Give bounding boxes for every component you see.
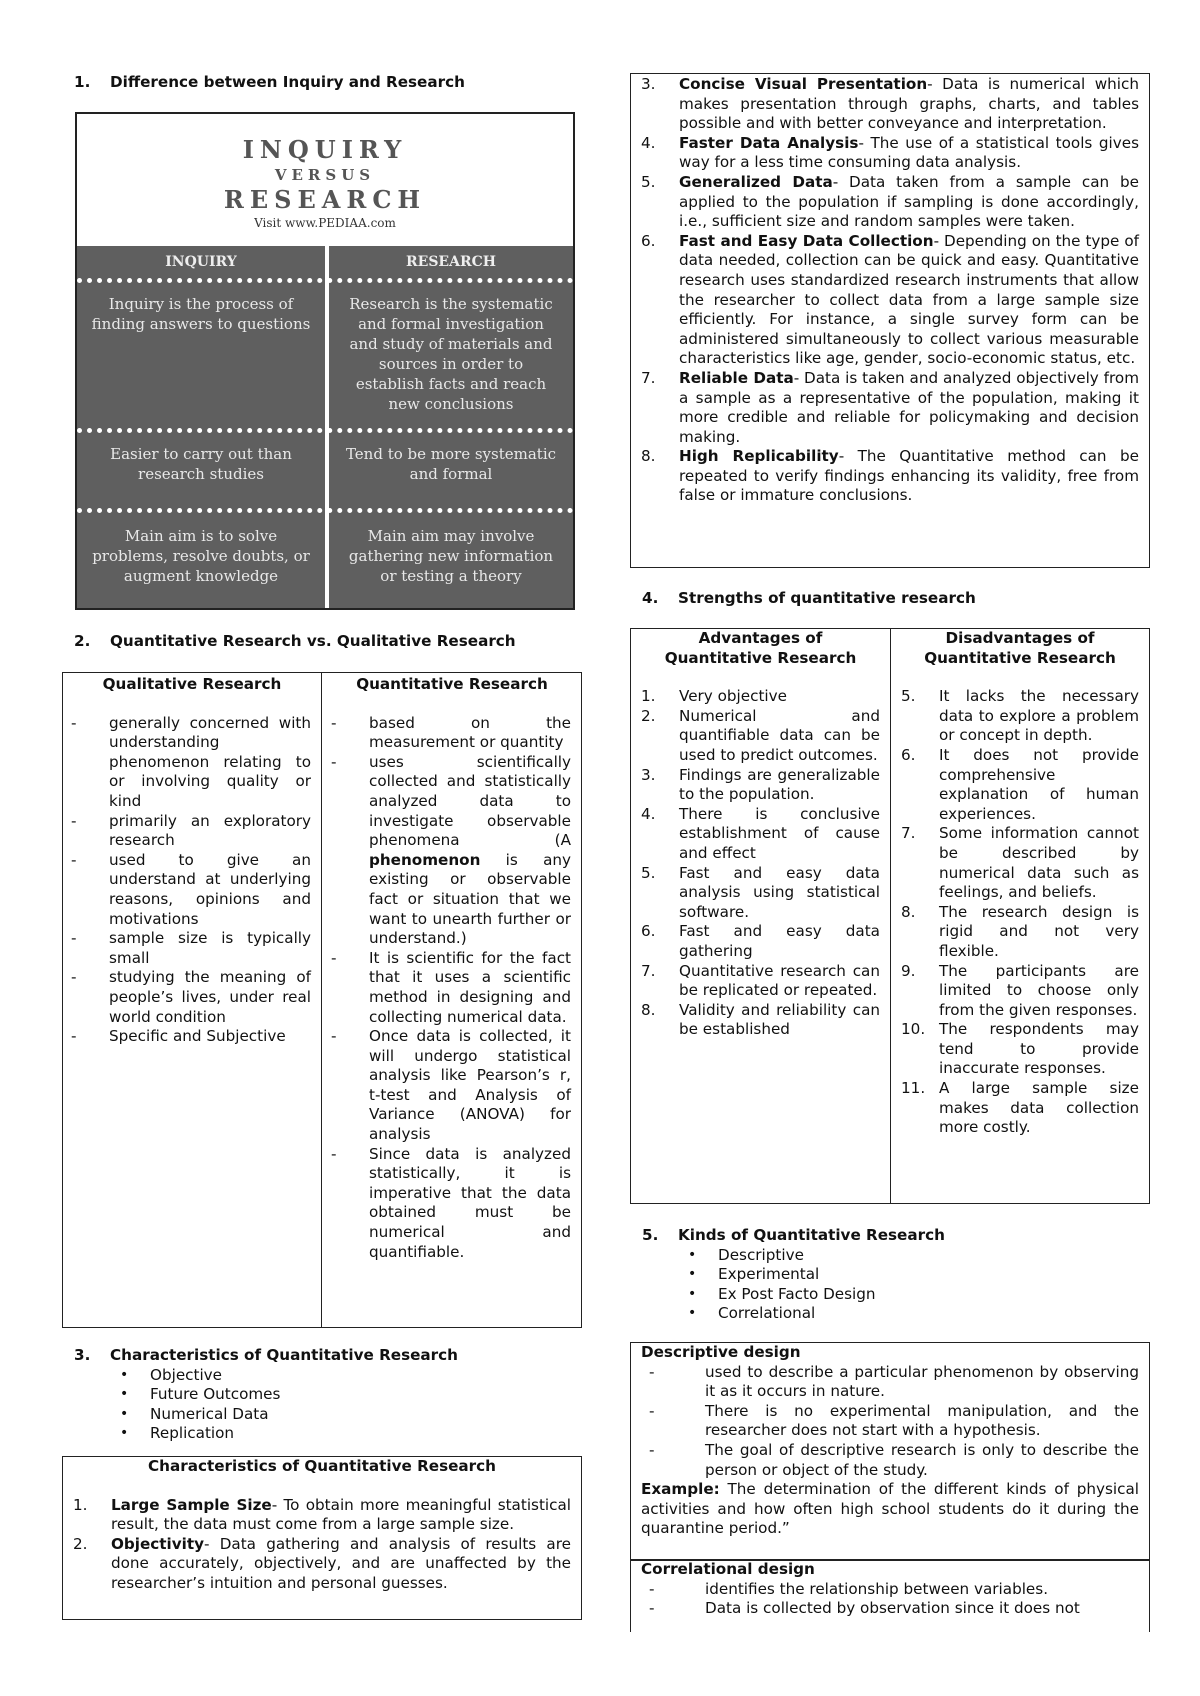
list-item xyxy=(891,1079,1149,1138)
list-item: - Since data is analyzed statistically, it is imperative that the data obtained must be numerical and quantifiable. xyxy=(323,1145,581,1263)
item-number: 8. xyxy=(641,447,656,466)
list-item xyxy=(891,746,1149,824)
item-number: 10. xyxy=(901,1020,926,1039)
item-number: 6. xyxy=(901,745,916,764)
qualitative-list xyxy=(63,714,321,1047)
list-item: • Experimental xyxy=(678,1265,1142,1285)
item-number: 11. xyxy=(901,1079,926,1098)
item-text: The respondents may tend to provide inaccurate responses. xyxy=(939,1020,1139,1078)
list-item: - There is no experimental manipulation, and the researcher does not start with a hypothesis. xyxy=(641,1402,1139,1441)
characteristics-list-left xyxy=(63,1496,581,1594)
infographic-cell: Research is the systematic and formal investigation and study of materials and sources in order to establish facts and reach new conclusions xyxy=(349,295,553,413)
infographic-title-inquiry: INQUIRY xyxy=(242,135,408,164)
example-label: Example: xyxy=(641,1480,720,1499)
list-item xyxy=(891,962,1149,1021)
infographic-cell: Easier to carry out than research studies xyxy=(110,445,292,483)
list-item: - primarily an exploratory research xyxy=(63,812,321,851)
item-text: It lacks the necessary data to explore a problem or concept in depth. xyxy=(939,687,1139,745)
descriptive-design-list xyxy=(641,1363,1139,1481)
item-text: - The use of a statistical tools gives way for a less time consuming data analysis. xyxy=(679,133,1140,172)
list-item xyxy=(631,134,1139,173)
advantages-header-line: Advantages of xyxy=(698,629,823,647)
list-item xyxy=(323,753,581,949)
item-number: 8. xyxy=(641,1000,656,1019)
item-text: - The Quantitative method can be repeated to verify findings enhancing its validity, free from false or immature conclusions. xyxy=(679,447,1139,505)
qualitative-header: Qualitative Research xyxy=(102,675,282,693)
infographic-cell: Main aim is to solve problems, resolve doubts, or augment knowledge xyxy=(92,527,310,585)
section-3 xyxy=(74,1346,574,1444)
list-item: - based on the measurement or quantity xyxy=(323,714,581,753)
item-text: Quantitative research can be replicated or repeated. xyxy=(679,961,880,1000)
item-term: Faster Data Analysis xyxy=(679,133,859,152)
item-text: - Depending on the type of data needed, collection can be quick and easy. Quantitative research uses standardized research instruments that allow the researcher to collect data from a large sample size efficiently. For instance, a single survey form can be administered simultaneously to collect various measurable characteristics like age, gender, socio-economic status, etc. xyxy=(679,231,1139,368)
item-text: Numerical and quantifiable data can be used to predict outcomes. xyxy=(679,706,880,764)
list-item xyxy=(631,447,1139,506)
disadvantages-header-line: Disadvantages of xyxy=(945,629,1095,647)
item-text: Very objective xyxy=(679,687,787,706)
item-text: Some information cannot be described by numerical data such as feelings, and beliefs. xyxy=(939,824,1139,902)
list-item xyxy=(631,173,1139,232)
item-number: 4. xyxy=(641,133,656,152)
list-item: - identifies the relationship between variables. xyxy=(641,1580,1139,1600)
characteristics-list-right xyxy=(631,75,1149,506)
list-item xyxy=(631,962,890,1001)
list-item xyxy=(631,75,1139,134)
item-number: 3. xyxy=(641,765,656,784)
descriptive-example xyxy=(641,1480,1139,1539)
section-1-heading xyxy=(74,73,465,93)
item-number: 1. xyxy=(641,687,656,706)
list-item xyxy=(631,922,890,961)
infographic-source: Visit www.PEDIAA.com xyxy=(254,216,396,230)
disadvantages-list xyxy=(891,687,1149,1138)
item-text: Validity and reliability can be established xyxy=(679,1000,880,1039)
list-item: • Correlational xyxy=(678,1304,1142,1324)
section-1-title: Difference between Inquiry and Research xyxy=(110,73,465,91)
item-text: Fast and easy data analysis using statistical software. xyxy=(679,863,880,921)
item-number: 9. xyxy=(901,961,916,980)
section-3-number: 3. xyxy=(74,1346,91,1364)
disadvantages-column xyxy=(891,629,1149,1138)
list-item xyxy=(891,903,1149,962)
advantages-header-line: Quantitative Research xyxy=(664,648,857,667)
qual-vs-quan-table xyxy=(62,672,582,1328)
section-5-heading xyxy=(642,1226,1142,1246)
section-3-heading xyxy=(74,1346,574,1366)
descriptive-design-title: Descriptive design xyxy=(641,1343,801,1361)
kinds-list xyxy=(678,1246,1142,1324)
list-item xyxy=(63,1535,571,1594)
item-number: 6. xyxy=(641,922,656,941)
descriptive-design-box xyxy=(630,1342,1150,1561)
item-number: 3. xyxy=(641,75,656,93)
correlational-design-list xyxy=(641,1580,1139,1619)
item-term: Reliable Data xyxy=(679,368,794,387)
strengths-table xyxy=(630,628,1150,1204)
section-4-title: Strengths of quantitative research xyxy=(678,589,976,607)
list-item-text: is any existing or observable fact or situation that we want to unearth further or understand.) xyxy=(369,850,571,948)
item-text: It does not provide comprehensive explanation of human experiences. xyxy=(939,745,1139,823)
list-item: • Future Outcomes xyxy=(110,1385,574,1405)
infographic-research-header: RESEARCH xyxy=(406,254,496,270)
list-item: - used to describe a particular phenomenon by observing it as it occurs in nature. xyxy=(641,1363,1139,1402)
section-5-title: Kinds of Quantitative Research xyxy=(678,1226,945,1244)
list-item xyxy=(631,805,890,864)
section-5 xyxy=(642,1226,1142,1324)
item-text: A large sample size makes data collection more costly. xyxy=(939,1079,1139,1137)
list-item xyxy=(631,687,890,707)
item-text: Fast and easy data gathering xyxy=(679,922,880,960)
list-item: • Numerical Data xyxy=(110,1405,574,1425)
correlational-design-title: Correlational design xyxy=(641,1560,815,1578)
characteristics-box-right xyxy=(630,73,1150,568)
section-4-heading xyxy=(642,589,976,609)
table-divider xyxy=(321,673,322,1327)
infographic-grid xyxy=(77,246,573,608)
infographic-research-column xyxy=(329,246,573,608)
list-item: - used to give an understand at underlying reasons, opinions and motivations xyxy=(63,851,321,929)
list-item xyxy=(631,232,1139,369)
quantitative-header: Quantitative Research xyxy=(356,675,548,693)
list-item: • Descriptive xyxy=(678,1246,1142,1266)
list-item: - generally concerned with understanding phenomenon relating to or involving quality or kind xyxy=(63,714,321,812)
item-text: - Data gathering and analysis of results are done accurately, objectively, and are unaffected by the researcher’s intuition and personal guesses. xyxy=(111,1534,571,1592)
advantages-column xyxy=(631,629,890,1040)
infographic-inquiry-header: INQUIRY xyxy=(165,254,237,270)
infographic-inquiry-column xyxy=(77,246,325,608)
item-number: 6. xyxy=(641,231,656,250)
characteristics-box-title: Characteristics of Quantitative Research xyxy=(148,1457,496,1475)
item-text: - Data is taken and analyzed objectively from a sample as a representative of the population, making it more credible and reliable for policymaking and decision making. xyxy=(679,368,1139,446)
qualitative-column xyxy=(63,673,321,1047)
item-text: The participants are limited to choose only from the given responses. xyxy=(939,961,1139,1019)
list-item: - The goal of descriptive research is only to describe the person or object of the study. xyxy=(641,1441,1139,1480)
item-term: Fast and Easy Data Collection xyxy=(679,231,934,250)
list-item xyxy=(891,824,1149,902)
quantitative-column xyxy=(323,673,581,1262)
item-text: The research design is rigid and not very flexible. xyxy=(939,902,1139,960)
list-item: - Specific and Subjective xyxy=(63,1027,321,1047)
item-term: Concise Visual Presentation xyxy=(679,75,928,93)
item-term: High Replicability xyxy=(679,447,839,466)
disadvantages-header xyxy=(891,629,1149,668)
characteristics-bullets xyxy=(110,1366,574,1444)
list-item: • Replication xyxy=(110,1424,574,1444)
list-item: - studying the meaning of people’s lives, under real world condition xyxy=(63,968,321,1027)
section-5-number: 5. xyxy=(642,1226,659,1244)
item-number: 5. xyxy=(641,863,656,882)
item-number: 8. xyxy=(901,902,916,921)
item-number: 7. xyxy=(901,824,916,843)
disadvantages-header-line: Quantitative Research xyxy=(924,648,1116,667)
section-2-heading xyxy=(74,632,516,652)
item-text: Findings are generalizable to the population. xyxy=(679,765,880,804)
list-item: - Data is collected by observation since it does not xyxy=(641,1599,1139,1619)
list-item xyxy=(891,687,1149,746)
item-number: 5. xyxy=(641,172,656,191)
infographic-title-block xyxy=(77,114,573,246)
infographic-cell: Main aim may involve gathering new information or testing a theory xyxy=(348,527,554,585)
advantages-list xyxy=(631,687,890,1040)
item-number: 5. xyxy=(901,687,916,706)
infographic-title-research: RESEARCH xyxy=(223,185,427,214)
list-item xyxy=(631,766,890,805)
list-item xyxy=(631,1001,890,1040)
list-item: - sample size is typically small xyxy=(63,929,321,968)
item-term: Generalized Data xyxy=(679,172,833,191)
list-item: - It is scientific for the fact that it uses a scientific method in designing and collecting numerical data. xyxy=(323,949,581,1027)
item-number: 2. xyxy=(73,1534,88,1553)
list-item-text: uses scientifically collected and statistically analyzed data to investigate observable phenomena (A xyxy=(369,752,571,850)
item-number: 4. xyxy=(641,804,656,823)
quantitative-list xyxy=(323,714,581,1263)
example-text: The determination of the different kinds of physical activities and how often high school students do it during the quarantine period.” xyxy=(641,1480,1139,1538)
infographic-cell: Tend to be more systematic and formal xyxy=(345,445,557,483)
advantages-header xyxy=(631,629,890,668)
item-text: There is conclusive establishment of cause and effect xyxy=(679,804,880,862)
list-item xyxy=(631,864,890,923)
correlational-design-box xyxy=(630,1559,1150,1632)
infographic-cell: Inquiry is the process of finding answers to questions xyxy=(91,295,311,333)
item-number: 7. xyxy=(641,961,656,980)
item-number: 2. xyxy=(641,706,656,725)
item-number: 7. xyxy=(641,368,656,387)
item-number: 1. xyxy=(73,1495,88,1514)
section-1-number: 1. xyxy=(74,73,91,91)
infographic-title-versus: VERSUS xyxy=(274,166,376,184)
characteristics-box-left xyxy=(62,1456,582,1620)
section-2-number: 2. xyxy=(74,632,91,650)
list-item xyxy=(631,369,1139,447)
item-term: Objectivity xyxy=(111,1534,205,1553)
section-3-title: Characteristics of Quantitative Research xyxy=(110,1346,458,1364)
item-term: Large Sample Size xyxy=(111,1495,272,1514)
list-item xyxy=(891,1020,1149,1079)
list-item xyxy=(631,707,890,766)
section-4-number: 4. xyxy=(642,589,659,607)
list-item: • Ex Post Facto Design xyxy=(678,1285,1142,1305)
list-item: • Objective xyxy=(110,1366,574,1386)
item-text: - To obtain more meaningful statistical result, the data must come from a large sample size. xyxy=(111,1495,572,1534)
inquiry-vs-research-infographic xyxy=(75,112,575,610)
list-item: - Once data is collected, it will undergo statistical analysis like Pearson’s r, t-test and Analysis of Variance (ANOVA) for analysis xyxy=(323,1027,581,1145)
item-text: - Data is numerical which makes presentation through graphs, charts, and tables possible and with better conveyance and interpretation. xyxy=(679,75,1139,133)
item-text: - Data taken from a sample can be applied to the population if sampling is done accordingly, i.e., sufficient size and random samples were taken. xyxy=(679,172,1139,231)
section-2-title: Quantitative Research vs. Qualitative Research xyxy=(110,632,516,650)
list-item xyxy=(63,1496,571,1535)
phenomenon-term: phenomenon xyxy=(369,850,481,869)
